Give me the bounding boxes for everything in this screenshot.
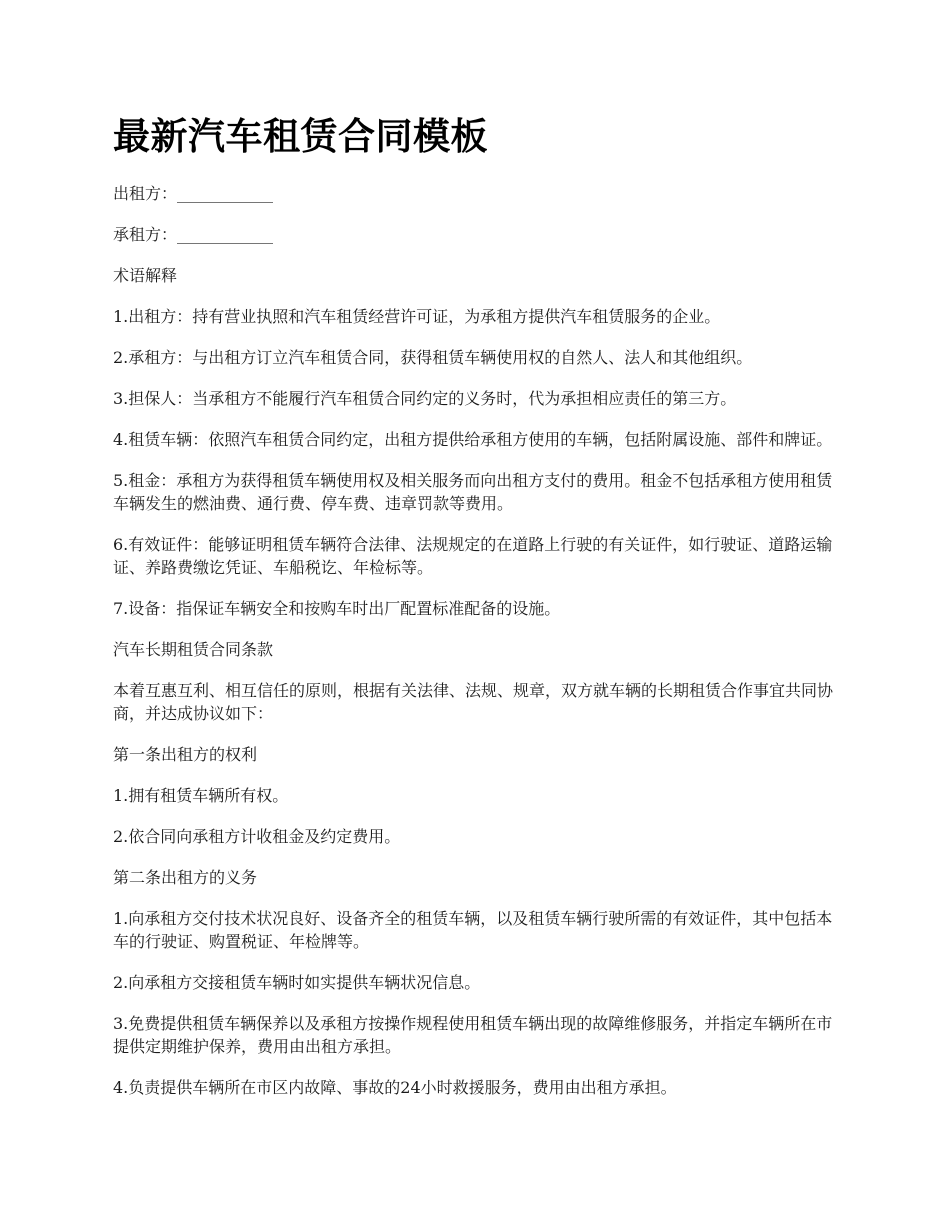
section-heading-terms: 术语解释 xyxy=(113,266,178,285)
document-body xyxy=(113,112,848,1117)
preamble-paragraph: 本着互惠互利、相互信任的原则，根据有关法律、法规、规章，双方就车辆的长期租赁合作事宜共同协商，并达成协议如下： xyxy=(113,681,834,723)
clause-paragraph: 1.向承租方交付技术状况良好、设备齐全的租赁车辆，以及租赁车辆行驶所需的有效证件，其中包括本车的行驶证、购置税证、年检牌等。 xyxy=(113,909,833,951)
term-paragraph: 6.有效证件：能够证明租赁车辆符合法律、法规规定的在道路上行驶的有关证件，如行驶证、道路运输证、养路费缴讫凭证、车船税讫、年检标等。 xyxy=(113,535,833,577)
clause-paragraph: 2.依合同向承租方计收租金及约定费用。 xyxy=(113,827,401,846)
term-paragraph: 5.租金：承租方为获得租赁车辆使用权及相关服务而向出租方支付的费用。租金不包括承租方使用租赁车辆发生的燃油费、通行费、停车费、违章罚款等费用。 xyxy=(113,471,833,513)
document-title: 最新汽车租赁合同模板 xyxy=(113,114,488,158)
article-heading: 第二条出租方的义务 xyxy=(113,868,258,887)
clause-paragraph: 1.拥有租赁车辆所有权。 xyxy=(113,786,289,805)
term-paragraph: 4.租赁车辆：依照汽车租赁合同约定，出租方提供给承租方使用的车辆，包括附属设施、部件和牌证。 xyxy=(113,430,833,449)
article-heading: 第一条出租方的权利 xyxy=(113,745,258,764)
lessee-field: 承租方：____________ xyxy=(113,225,274,244)
clause-paragraph: 2.向承租方交接租赁车辆时如实提供车辆状况信息。 xyxy=(113,973,481,992)
term-paragraph: 2.承租方：与出租方订立汽车租赁合同，获得租赁车辆使用权的自然人、法人和其他组织。 xyxy=(113,348,753,367)
term-paragraph: 1.出租方：持有营业执照和汽车租赁经营许可证，为承租方提供汽车租赁服务的企业。 xyxy=(113,307,721,326)
term-paragraph: 3.担保人：当承租方不能履行汽车租赁合同约定的义务时，代为承担相应责任的第三方。 xyxy=(113,389,737,408)
section-heading-clauses: 汽车长期租赁合同条款 xyxy=(113,640,274,659)
term-paragraph: 7.设备：指保证车辆安全和按购车时出厂配置标准配备的设施。 xyxy=(113,599,561,618)
clause-paragraph: 3.免费提供租赁车辆保养以及承租方按操作规程使用租赁车辆出现的故障维修服务，并指定车辆所在市提供定期维护保养，费用由出租方承担。 xyxy=(113,1014,833,1056)
lessor-field: 出租方：____________ xyxy=(113,184,274,203)
clause-paragraph: 4.负责提供车辆所在市区内故障、事故的24小时救援服务，费用由出租方承担。 xyxy=(113,1078,677,1097)
